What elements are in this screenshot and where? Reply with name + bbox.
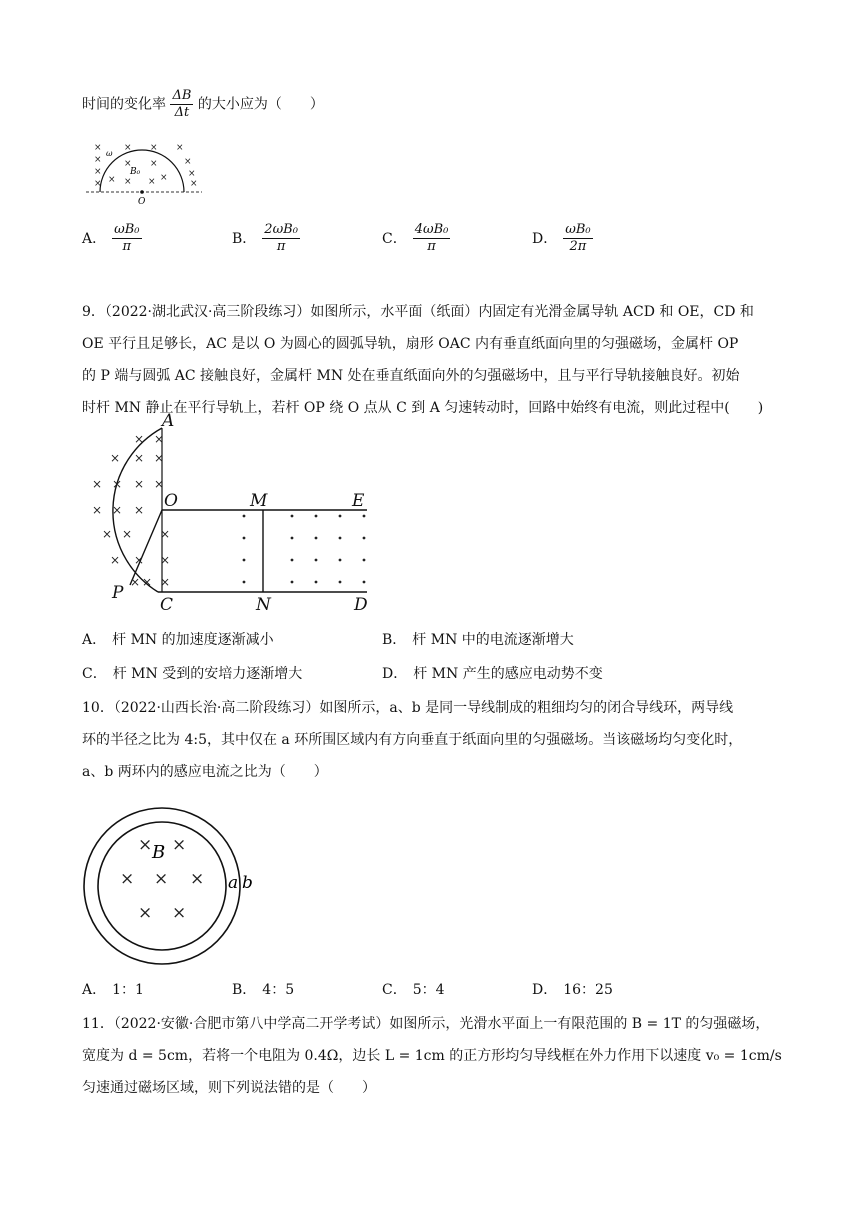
- q9-option-d: D． 杆 MN 产生的感应电动势不变: [382, 666, 603, 682]
- svg-text:×: ×: [94, 143, 102, 153]
- svg-text:×: ×: [160, 173, 168, 183]
- q10-option-b: B． 4：5: [232, 982, 295, 998]
- q9-line-1: 9．（2022·湖北武汉·高三阶段练习）如图所示，水平面（纸面）内固定有光滑金属导轨 ACD 和 OE，CD 和: [82, 304, 754, 320]
- svg-text:×: ×: [94, 155, 102, 165]
- b0-label: B₀: [130, 167, 141, 177]
- q10-option-c: C． 5：4: [382, 982, 445, 998]
- svg-text:×: ×: [150, 143, 158, 153]
- ring-b-label: b: [242, 873, 253, 893]
- svg-text:×: ×: [134, 553, 145, 567]
- svg-text:×: ×: [148, 177, 156, 187]
- q9-option-c: C． 杆 MN 受到的安培力逐渐增大: [82, 666, 303, 682]
- q10-line-2: 环的半径之比为 4:5，其中仅在 a 环所围区域内有方向垂直于纸面向里的匀强磁场。当该磁场均匀变化时，: [82, 732, 743, 748]
- q11-line-2: 宽度为 d = 5cm，若将一个电阻为 0.4Ω，边长 L = 1cm 的正方形均匀导线框在外力作用下以速度 v₀ = 1cm/s: [82, 1048, 782, 1064]
- q11-line-3: 匀速通过磁场区域，则下列说法错的是（ ）: [82, 1080, 376, 1096]
- svg-text:×: ×: [134, 451, 145, 465]
- svg-text:×: ×: [122, 527, 133, 541]
- svg-text:×: ×: [124, 177, 132, 187]
- q9-figure: [82, 410, 382, 615]
- svg-text:×: ×: [160, 575, 171, 589]
- origin-label: O: [138, 197, 146, 206]
- rate-fraction: $\frac{\Delta B}{\Delta t}$: [172, 88, 192, 120]
- q8-option-a: A． $\frac{\text{ωB₀}}{\pi}$: [82, 222, 140, 254]
- label-a: A: [162, 411, 175, 431]
- svg-text:×: ×: [94, 167, 102, 177]
- svg-text:×: ×: [124, 143, 132, 153]
- q9-option-a: A． 杆 MN 的加速度逐渐减小: [82, 632, 274, 648]
- q10-line-3: a、b 两环内的感应电流之比为（ ）: [82, 764, 328, 780]
- svg-text:×: ×: [190, 179, 198, 189]
- svg-text:×: ×: [150, 159, 158, 169]
- label-m: M: [250, 491, 268, 511]
- q8-option-c: C． $\frac{\text{4ωB₀}}{\pi}$: [382, 222, 449, 254]
- svg-text:×: ×: [154, 432, 165, 446]
- label-o: O: [164, 491, 178, 511]
- q10-option-d: D． 16：25: [532, 982, 613, 998]
- svg-text:×: ×: [172, 903, 187, 923]
- label-e: E: [352, 491, 365, 511]
- svg-text:×: ×: [120, 869, 135, 889]
- svg-text:×: ×: [112, 503, 123, 517]
- q9-line-2: OE 平行且足够长，AC 是以 O 为圆心的圆弧导轨，扇形 OAC 内有垂直纸面向里的匀强磁场，金属杆 OP: [82, 336, 739, 352]
- svg-text:×: ×: [110, 553, 121, 567]
- svg-text:×: ×: [112, 477, 123, 491]
- ring-a-label: a: [228, 873, 239, 893]
- svg-text:×: ×: [138, 903, 153, 923]
- svg-text:×: ×: [138, 835, 153, 855]
- svg-text:×: ×: [154, 451, 165, 465]
- q8-option-d: D． $\frac{\text{ωB₀}}{2\pi}$: [532, 222, 591, 254]
- q9-line-3: 的 P 端与圆弧 AC 接触良好，金属杆 MN 处在垂直纸面向外的匀强磁场中，且与平行导轨接触良好。初始: [82, 368, 740, 384]
- svg-text:×: ×: [92, 477, 103, 491]
- svg-text:×: ×: [110, 451, 121, 465]
- q8-stem: 时间的变化率 $\frac{\Delta B}{\Delta t}$ 的大小应为（ ）: [82, 88, 324, 120]
- svg-text:×: ×: [134, 432, 145, 446]
- q11-line-1: 11．（2022·安徽·合肥市第八中学高二开学考试）如图所示，光滑水平面上一有限范围的 B = 1T 的匀强磁场，: [82, 1016, 770, 1032]
- q8-figure: [84, 138, 204, 206]
- label-p: P: [112, 583, 124, 603]
- q9-line-4: 时杆 MN 静止在平行导轨上，若杆 OP 绕 O 点从 C 到 A 匀速转动时，回路中始终有电流，则此过程中( ): [82, 400, 764, 416]
- svg-text:×: ×: [160, 553, 171, 567]
- q10-option-a: A． 1：1: [82, 982, 144, 998]
- svg-text:×: ×: [142, 575, 153, 589]
- svg-text:×: ×: [92, 503, 103, 517]
- svg-text:×: ×: [160, 527, 171, 541]
- svg-text:×: ×: [176, 143, 184, 153]
- svg-text:×: ×: [102, 527, 113, 541]
- label-n: N: [256, 595, 271, 615]
- omega-label: ω: [106, 149, 113, 158]
- svg-text:×: ×: [130, 575, 141, 589]
- q8-option-b: B． $\frac{\text{2ωB₀}}{\pi}$: [232, 222, 298, 254]
- svg-text:×: ×: [94, 179, 102, 189]
- svg-text:×: ×: [108, 175, 116, 185]
- svg-text:×: ×: [190, 869, 205, 889]
- svg-text:×: ×: [124, 159, 132, 169]
- svg-text:×: ×: [154, 869, 169, 889]
- q10-figure: [82, 806, 262, 966]
- label-c: C: [160, 595, 174, 615]
- svg-text:×: ×: [184, 157, 192, 167]
- q9-option-b: B． 杆 MN 中的电流逐渐增大: [382, 632, 574, 648]
- svg-text:×: ×: [134, 477, 145, 491]
- svg-text:×: ×: [172, 835, 187, 855]
- svg-text:×: ×: [188, 169, 196, 179]
- svg-text:×: ×: [154, 477, 165, 491]
- q10-line-1: 10．（2022·山西长治·高二阶段练习）如图所示，a、b 是同一导线制成的粗细均匀的闭合导线环，两导线: [82, 700, 734, 716]
- field-b-label: B: [152, 842, 166, 863]
- svg-text:×: ×: [134, 503, 145, 517]
- label-d: D: [354, 595, 368, 615]
